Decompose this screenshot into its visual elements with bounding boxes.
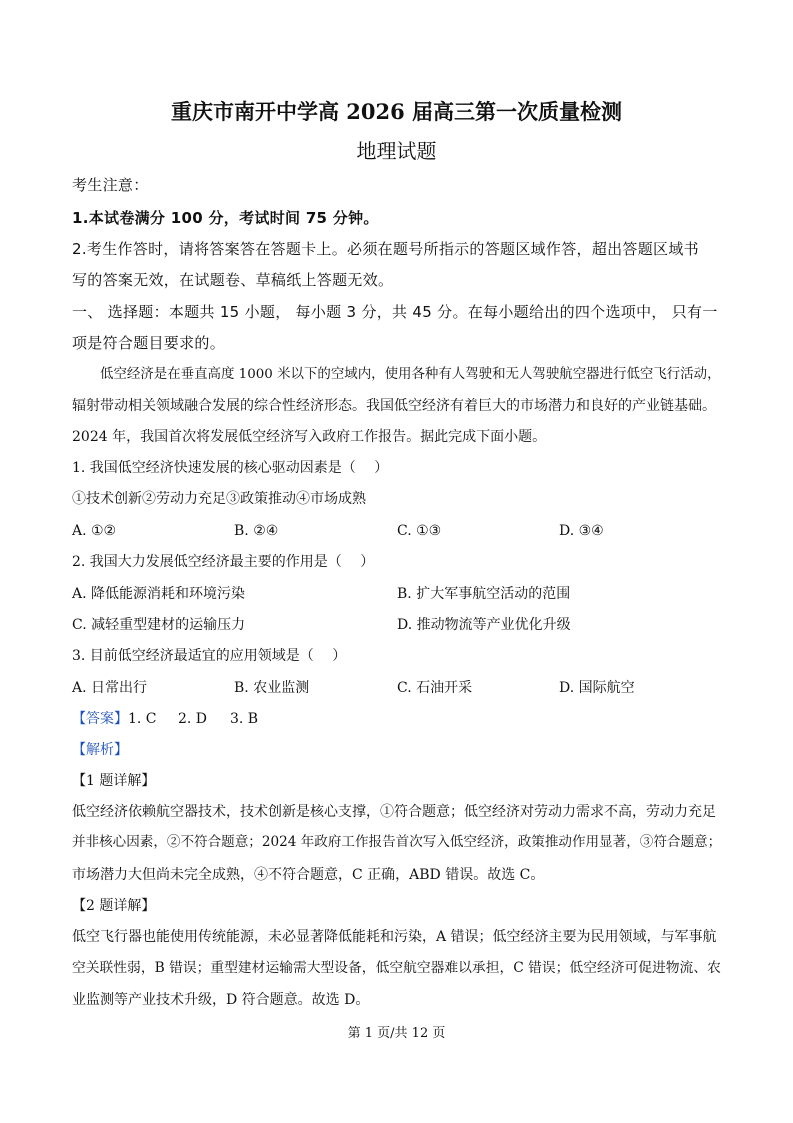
- question-2-option-b: B. 扩大军事航空活动的范围: [397, 586, 571, 602]
- page-number: 第 1 页/共 12 页: [347, 1026, 446, 1041]
- detail-2-line-2: 空关联性弱，B 错误；重型建材运输需大型设备，低空航空器难以承担，C 错误；低空经济可促进物流、农: [72, 960, 721, 976]
- page-subtitle: 地理试题: [356, 139, 437, 163]
- question-3-stem: 3. 目前低空经济最适宜的应用领域是（ ）: [72, 648, 347, 664]
- question-1-stem: 1. 我国低空经济快速发展的核心驱动因素是（ ）: [72, 460, 389, 476]
- notice-item-2-line-1: 2.考生作答时，请将答案答在答题卡上。必须在题号所指示的答题区域作答，超出答题区域书: [72, 240, 699, 258]
- question-1-option-b: B. ②④: [234, 523, 279, 539]
- passage-line-1: 低空经济是在垂直高度 1000 米以下的空域内，使用各种有人驾驶和无人驾驶航空器进行低空飞行活动，: [100, 367, 721, 382]
- answer-tag: 【答案】: [72, 711, 128, 727]
- question-3-option-c: C. 石油开采: [397, 680, 473, 696]
- notice-heading: 考生注意：: [72, 176, 149, 194]
- detail-1-line-2: 并非核心因素，②不符合题意；2024 年政府工作报告首次写入低空经济，政策推动作用显著，③符合题意；: [72, 834, 722, 850]
- notice-item-1: 1.本试卷满分 100 分，考试时间 75 分钟。: [72, 209, 379, 227]
- detail-2-line-1: 低空飞行器也能使用传统能源，未必显著降低能耗和污染，A 错误；低空经济主要为民用领域，与军事航: [72, 929, 717, 945]
- question-1-items: ①技术创新②劳动力充足③政策推动④市场成熟: [72, 491, 366, 507]
- question-3-option-b: B. 农业监测: [234, 680, 310, 696]
- answer-2: 2. D: [178, 711, 208, 727]
- answer-3: 3. B: [230, 711, 259, 727]
- section-heading-line-1: 一、 选择题：本题共 15 小题， 每小题 3 分，共 45 分。在每小题给出的四个选项中， 只有一: [72, 303, 718, 321]
- answer-1: 1. C: [128, 711, 157, 727]
- detail-2-tag: 【2 题详解】: [72, 898, 156, 914]
- question-1-option-d: D. ③④: [559, 523, 604, 539]
- page-title: 重庆市南开中学高 2026 届高三第一次质量检测: [170, 99, 623, 124]
- question-3-option-d: D. 国际航空: [559, 680, 635, 696]
- detail-1-line-1: 低空经济依赖航空器技术，技术创新是核心支撑，①符合题意；低空经济对劳动力需求不高，劳动力充足: [72, 804, 716, 820]
- detail-1-line-3: 市场潜力大但尚未完全成熟，④不符合题意，C 正确，ABD 错误。故选 C。: [72, 867, 545, 883]
- passage-line-3: 2024 年，我国首次将发展低空经济写入政府工作报告。据此完成下面小题。: [72, 429, 547, 445]
- question-1-option-a: A. ①②: [72, 523, 117, 539]
- question-2-option-a: A. 降低能源消耗和环境污染: [72, 586, 246, 602]
- question-2-option-d: D. 推动物流等产业优化升级: [397, 617, 571, 633]
- passage-line-2: 辐射带动相关领域融合发展的综合性经济形态。我国低空经济有着巨大的市场潜力和良好的产业链基础。: [72, 398, 716, 414]
- analysis-tag: 【解析】: [72, 742, 128, 758]
- detail-2-line-3: 业监测等产业技术升级，D 符合题意。故选 D。: [72, 992, 370, 1008]
- question-2-option-c: C. 减轻重型建材的运输压力: [72, 617, 246, 633]
- notice-item-2-line-2: 写的答案无效，在试题卷、草稿纸上答题无效。: [72, 271, 394, 289]
- question-3-option-a: A. 日常出行: [72, 680, 148, 696]
- question-1-option-c: C. ①③: [397, 523, 442, 539]
- detail-1-tag: 【1 题详解】: [72, 773, 156, 789]
- question-2-stem: 2. 我国大力发展低空经济最主要的作用是（ ）: [72, 554, 375, 570]
- section-heading-line-2: 项是符合题目要求的。: [72, 334, 226, 352]
